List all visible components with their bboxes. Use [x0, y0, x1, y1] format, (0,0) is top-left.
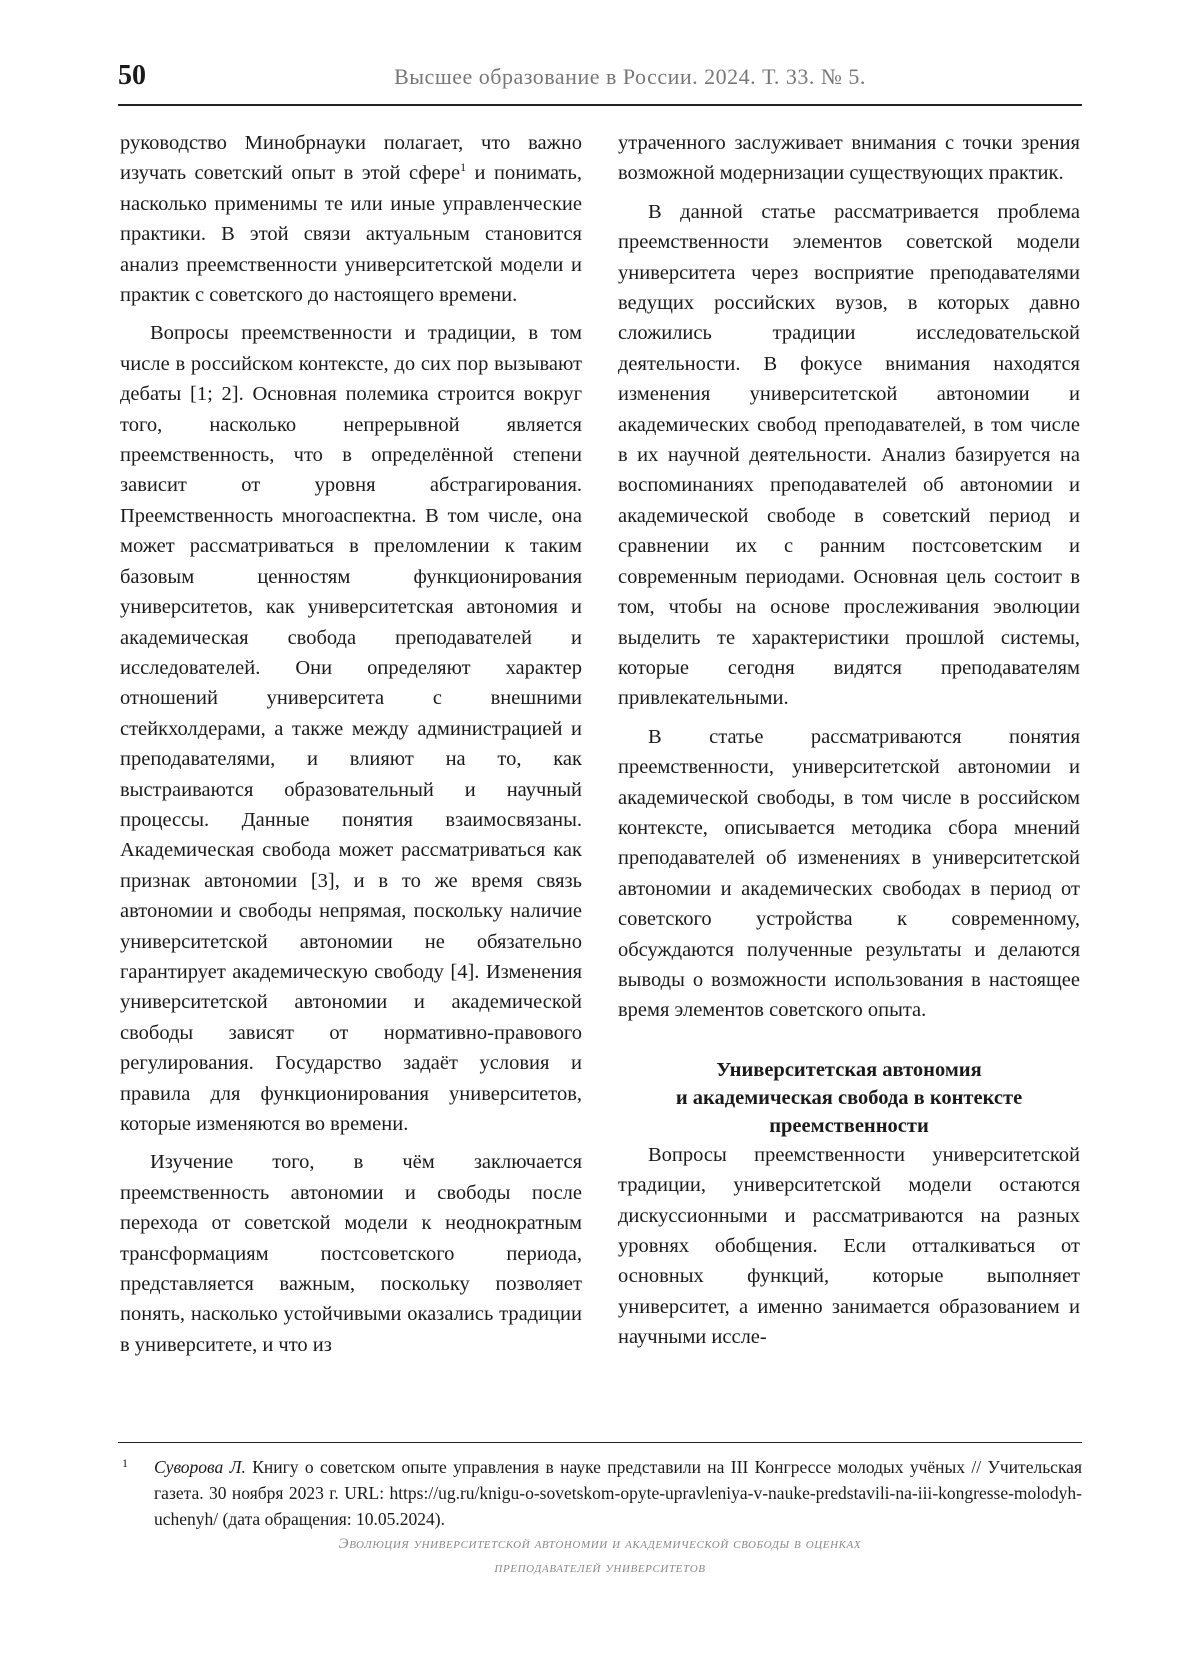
footnote-author: Суворова Л. — [154, 1457, 246, 1477]
paragraph: В данной статье рассматривается проблема преемственности элементов советской модели университета через восприятие преподавателями ведущих российских вузов, в которых давно сложились традиции исследовательской деятельности. В фокусе внимания находятся изменения университетской автономии и академических свобод преподавателей, в том числе в их научной деятельности. Анализ базируется на воспоминаниях преподавателей об автономии и академической свободе в советский период и сравнении их с ранним постсоветским и современным периодами. Основная цель состоит в том, чтобы на основе прослеживания эволюции выделить те характеристики прошлой системы, которые сегодня видятся преподавателям привлекательными. — [618, 200, 1080, 710]
running-footer: Эволюция университетской автономии и академической свободы в оценках преподавателей университетов — [338, 1536, 862, 1576]
page-header — [118, 60, 1082, 100]
paragraph: В статье рассматриваются понятия преемственности, университетской автономии и академической свободы, в том числе в российском контексте, описывается методика сбора мнений преподавателей об изменениях в университетской автономии и академических свободах в период от советского устройства к современному, обсуждаются полученные результаты и делаются выводы о возможности использования в настоящее время элементов советского опыта. — [618, 725, 1080, 1022]
left-column — [120, 128, 582, 1360]
footnote-divider — [118, 1442, 1082, 1443]
footnote-text: Суворова Л. Книгу о советском опыте управления в науке представили на III Конгрессе молодых учёных // Учительская газета. 30 ноября 2023 г. URL: https://ug.ru/knigu-o-sovetskom-opyte-upravleniya-v-nauke-predstavili-na-iii-kongresse-molodyh-uchenyh/ (дата обращения: 10.05.2024). — [154, 1457, 1082, 1529]
paragraph: руководство Минобрнауки полагает, что важно изучать советский опыт в этой сфере$^1$ и понимать, насколько применимы те или иные управленческие практики. В этой связи актуальным становится анализ преемственности университетской модели и практик с советского до настоящего времени. — [120, 132, 582, 307]
header-divider — [118, 104, 1082, 106]
paragraph: Вопросы преемственности университетской традиции, университетской модели остаются дискуссионными и рассматриваются на разных уровнях обобщения. Если отталкиваться от основных функций, которые выполняет университет, а именно занимается образованием и научными иссле- — [618, 1143, 1080, 1349]
section-heading: Университетская автономия и академическая свобода в контексте преемственности — [675, 1058, 1023, 1137]
paragraph: Вопросы преемственности и традиции, в том числе в российском контексте, до сих пор вызывают дебаты [1; 2]. Основная полемика строится вокруг того, насколько непрерывной является преемственность, что в определённой степени зависит от уровня абстрагирования. Преемственность многоаспектна. В том числе, она может рассматриваться в преломлении к таким базовым ценностям функционирования университетов, как университетская автономия и академическая свобода преподавателей и исследователей. Они определяют характер отношений университета с внешними стейкхолдерами, а также между администрацией и преподавателями, и влияют на то, как выстраиваются образовательный и научный процессы. Данные понятия взаимосвязаны. Академическая свобода может рассматриваться как признак автономии [3], и в то же время связь автономии и свободы непрямая, поскольку наличие университетской автономии не обязательно гарантирует академическую свободу [4]. Изменения университетской автономии и академической свободы зависят от нормативно-правового регулирования. Государство задаёт условия и правила для функционирования университетов, которые изменяются во времени. — [120, 322, 582, 1135]
footnote-mark: 1 — [122, 1456, 128, 1470]
page-number: 50 — [118, 60, 146, 91]
paragraph: Изучение того, в чём заключается преемственность автономии и свободы после перехода от советской модели к неоднократным трансформациям постсоветского периода, представляется важным, поскольку позволяет понять, насколько устойчивыми оказались традиции в университете, и что из — [120, 1151, 582, 1356]
paragraph: утраченного заслуживает внимания с точки зрения возможной модернизации существующих практик. — [618, 132, 1080, 185]
journal-title: Высшее образование в России. 2024. Т. 33. № 5. — [394, 64, 866, 89]
right-column — [618, 128, 1080, 1353]
footnote-reference[interactable]: 1 — [460, 160, 467, 175]
footnote — [118, 1454, 1082, 1532]
